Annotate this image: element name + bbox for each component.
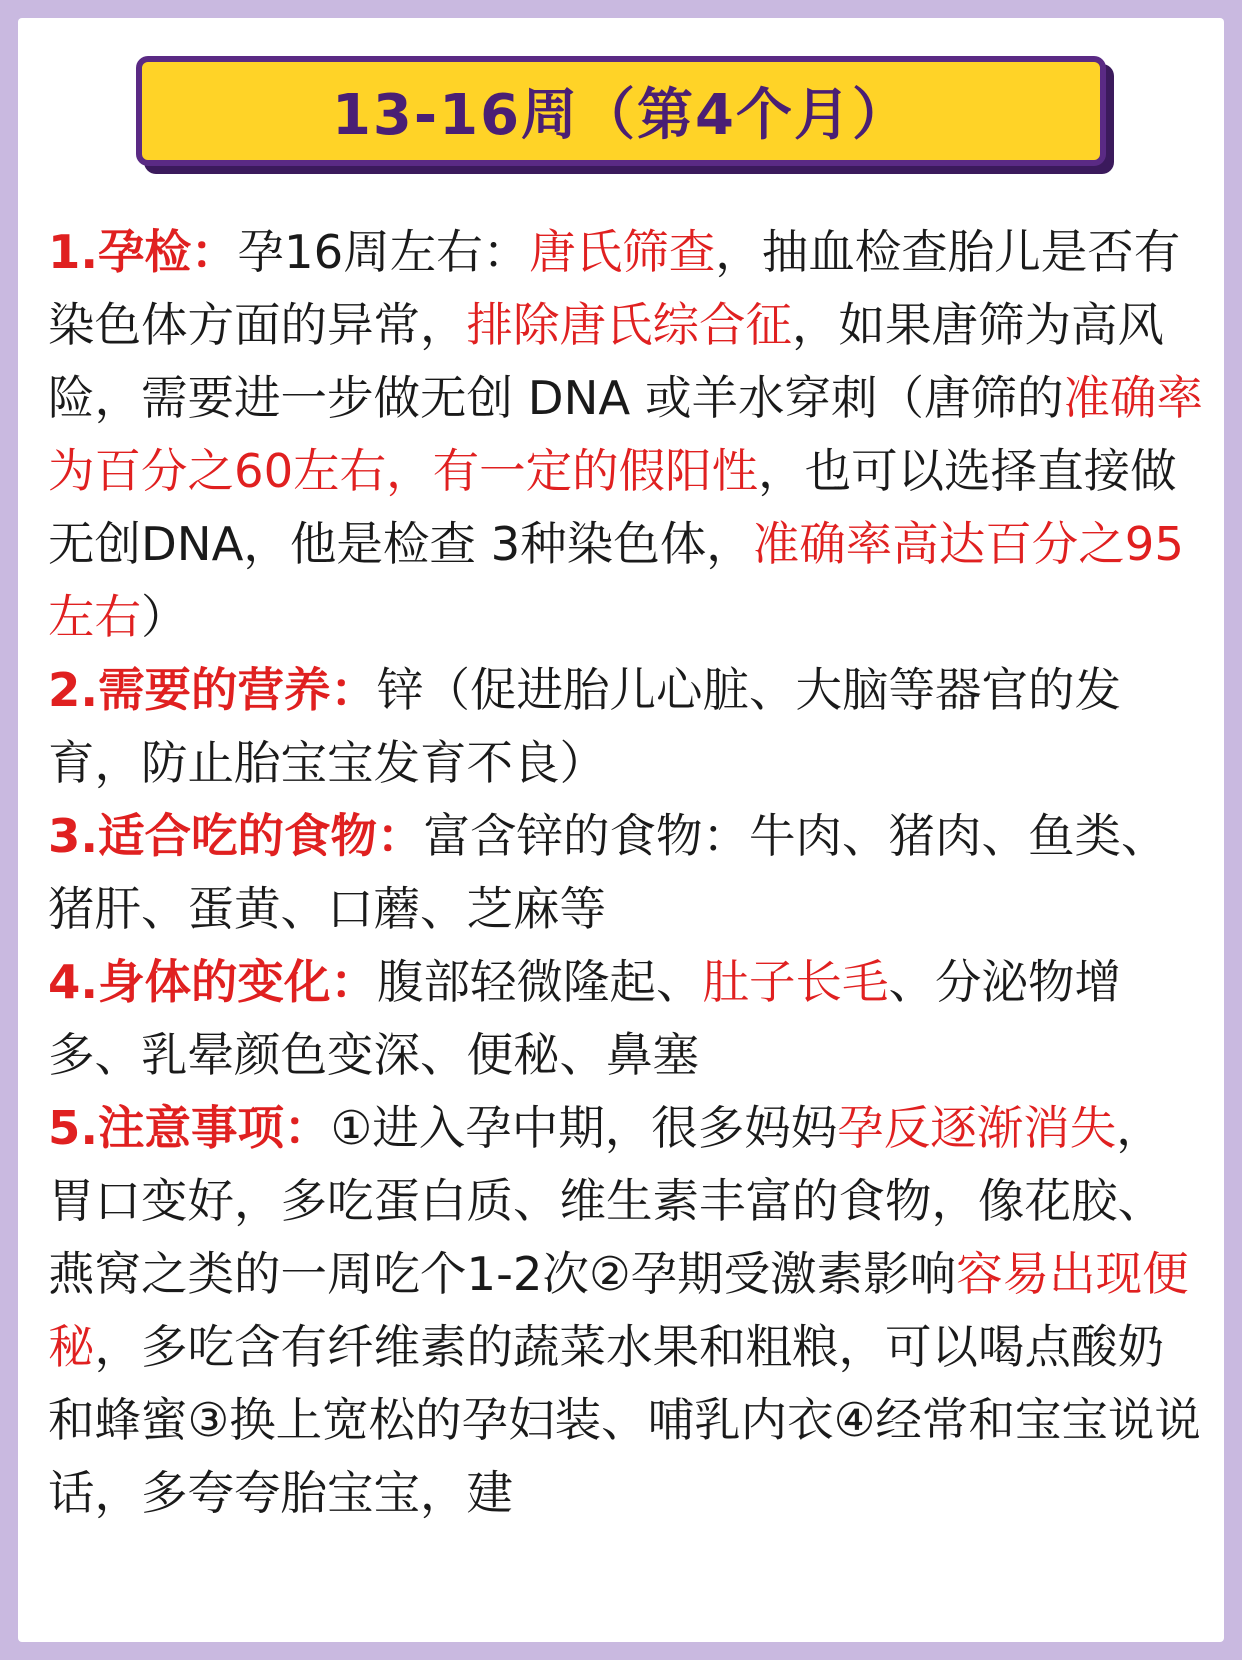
tip-highlight: 排除唐氏综合征 [466,298,792,352]
page-title: 13-16周（第4个月） [331,83,911,148]
tip-highlight: 孕反逐渐消失 [837,1101,1117,1155]
tip-text: ，抽血检查胎儿是否有染色体方面的异常， [48,225,1181,352]
tip-text: 孕16周左右： [237,225,530,279]
tip-item-foods [48,800,1206,946]
content-card [18,18,1224,1642]
tip-text: 富含锌的食物：牛肉、猪肉、鱼类、猪肝、蛋黄、口蘑、芝麻等 [48,809,1168,936]
tip-highlight: 准确率为百分之60左右，有一定的假阳性 [48,371,1203,498]
tip-text: ） [141,590,188,644]
tip-text: 、分泌物增多、乳晕颜色变深、便秘、鼻塞 [48,955,1122,1082]
tips-list [48,216,1206,1530]
tip-item-nutrition [48,654,1206,800]
tip-text: 腹部轻微隆起、 [377,955,703,1009]
tip-item-checkup [48,216,1206,654]
tip-text: ，也可以选择直接做无创DNA，他是检查 3种染色体， [48,444,1177,571]
tip-heading: 1.孕检： [48,225,238,279]
tip-highlight: 肚子长毛 [702,955,889,1009]
tip-item-body-changes [48,946,1206,1092]
tip-heading: 3.适合吃的食物： [48,809,424,863]
tip-text: ，如果唐筛为高风险，需要进一步做无创 DNA 或羊水穿刺（唐筛的 [48,298,1164,425]
tip-text: 锌（促进胎儿心脏、大脑等器官的发育，防止胎宝宝发育不良） [48,663,1122,790]
tip-text: ，胃口变好，多吃蛋白质、维生素丰富的食物，像花胶、燕窝之类的一周吃个1-2次②孕期受激素影响 [48,1101,1164,1301]
tip-item-notes [48,1092,1206,1530]
tip-highlight: 容易出现便秘 [48,1247,1189,1374]
tip-heading: 2.需要的营养： [48,663,378,717]
title-banner [136,56,1106,166]
tip-highlight: 准确率高达百分之95左右 [48,517,1184,644]
tip-heading: 4.身体的变化： [48,955,378,1009]
tip-text: ，多吃含有纤维素的蔬菜水果和粗粮，可以喝点酸奶和蜂蜜③换上宽松的孕妇装、哺乳内衣④经常和宝宝说说话，多夸夸胎宝宝，建 [48,1320,1201,1520]
tip-heading: 5.注意事项： [48,1101,331,1155]
tip-highlight: 唐氏筛查 [529,225,716,279]
tip-text: ①进入孕中期，很多妈妈 [330,1101,838,1155]
